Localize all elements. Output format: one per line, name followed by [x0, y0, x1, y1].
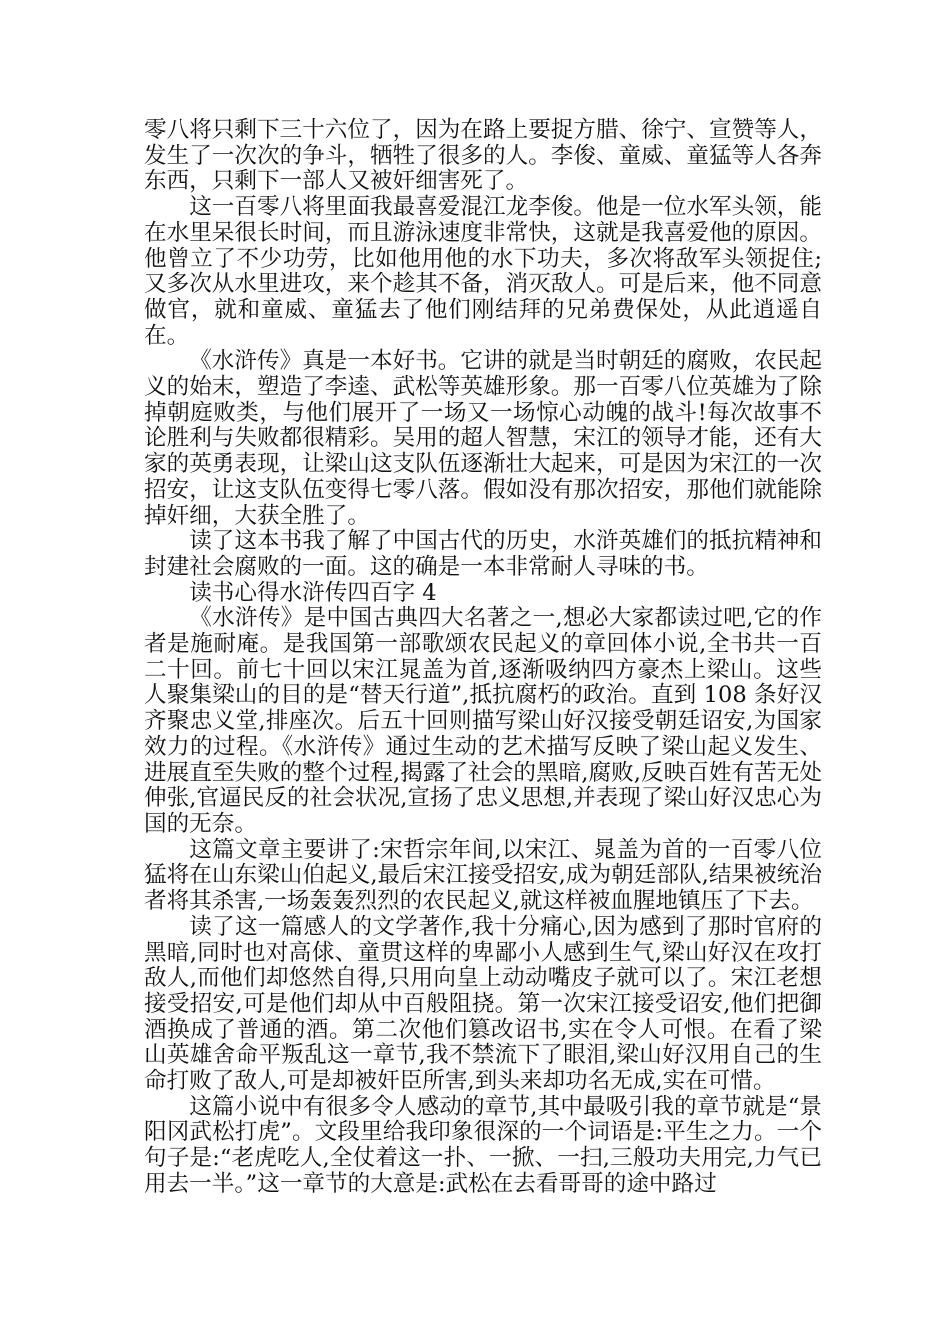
paragraph-intro-classic: 《水浒传》是中国古典四大名著之一,想必大家都读过吧,它的作者是施耐庵。是我国第一部歌颂农民起义的章回体小说,全书共一百二十回。前七十回以宋江晁盖为首,逐渐吸纳四方豪杰上梁山。这些人聚集梁山的目的是“替天行道”,抵抗腐朽的政治。直到 108 条好汉齐聚忠义堂,排座次。后五十回则描写梁山好汉接受朝廷诏安,为国家效力的过程。《水浒传》通过生动的艺术描写反映了梁山起义发生、进展直至失败的整个过程,揭露了社会的黑暗,腐败,反映百姓有苦无处伸张,官逼民反的社会状况,宣扬了忠义思想,并表现了梁山好汉忠心为国的无奈。 — [144, 605, 822, 837]
paragraph-continuation: 零八将只剩下三十六位了，因为在路上要捉方腊、徐宁、宣赞等人，发生了一次次的争斗，牺牲了很多的人。李俊、童威、童猛等人各奔东西，只剩下一部人又被奸细害死了。 — [144, 117, 822, 195]
paragraph-favorite-chapter: 这篇小说中有很多令人感动的章节,其中最吸引我的章节就是“景阳冈武松打虎”。文段里给我印象很深的一个词语是:平生之力。一个句子是:“老虎吃人,全仗着这一扑、一掀、一扫,三般功夫用完,力气已用去一半。”这一章节的大意是:武松在去看哥哥的途中路过 — [144, 1093, 822, 1197]
document-page — [144, 118, 822, 1198]
paragraph-conclusion: 读了这本书我了解了中国古代的历史，水浒英雄们的抵抗精神和封建社会腐败的一面。这的确是一本非常耐人寻味的书。 — [144, 528, 822, 580]
paragraph-reflection: 读了这一篇感人的文学著作,我十分痛心,因为感到了那时官府的黑暗,同时也对高俅、童贯这样的卑鄙小人感到生气,梁山好汉在攻打敌人,而他们却悠然自得,只用向皇上动动嘴皮子就可以了。宋江老想接受招安,可是他们却从中百般阻挠。第一次宋江接受诏安,他们把御酒换成了普通的酒。第二次他们篡改诏书,实在令人可恨。在看了梁山英雄舍命平叛乱这一章节,我不禁流下了眼泪,梁山好汉用自己的生命打败了敌人,可是却被奸臣所害,到头来却功名无成,实在可惜。 — [144, 913, 822, 1095]
paragraph-summary: 这篇文章主要讲了:宋哲宗年间,以宋江、晁盖为首的一百零八位猛将在山东梁山伯起义,最后宋江接受招安,成为朝廷部队,结果被统治者将其杀害,一场轰轰烈烈的农民起义,就这样被血腥地镇压了下去。 — [144, 836, 822, 915]
paragraph-good-book: 《水浒传》真是一本好书。它讲的就是当时朝廷的腐败，农民起义的始末，塑造了李逵、武松等英雄形象。那一百零八位英雄为了除掉朝庭败类，与他们展开了一场又一场惊心动魄的战斗!每次故事不论胜利与失败都很精彩。吴用的超人智慧，宋江的领导才能，还有大家的英勇表现，让梁山这支队伍逐渐壮大起来，可是因为宋江的一次招安，让这支队伍变得七零八落。假如没有那次招安，那他们就能除掉奸细，大获全胜了。 — [144, 348, 822, 529]
section-heading: 读书心得水浒传四百字 4 — [189, 579, 437, 606]
paragraph-li-jun: 这一百零八将里面我最喜爱混江龙李俊。他是一位水军头领，能在水里呆很长时间，而且游泳速度非常快，这就是我喜爱他的原因。他曾立了不少功劳，比如他用他的水下功夫，多次将敌军头领捉住;又多次从水里进攻，来个趁其不备，消灭敌人。可是后来，他不同意做官，就和童威、童猛去了他们刚结拜的兄弟费保处，从此逍遥自在。 — [144, 194, 822, 349]
